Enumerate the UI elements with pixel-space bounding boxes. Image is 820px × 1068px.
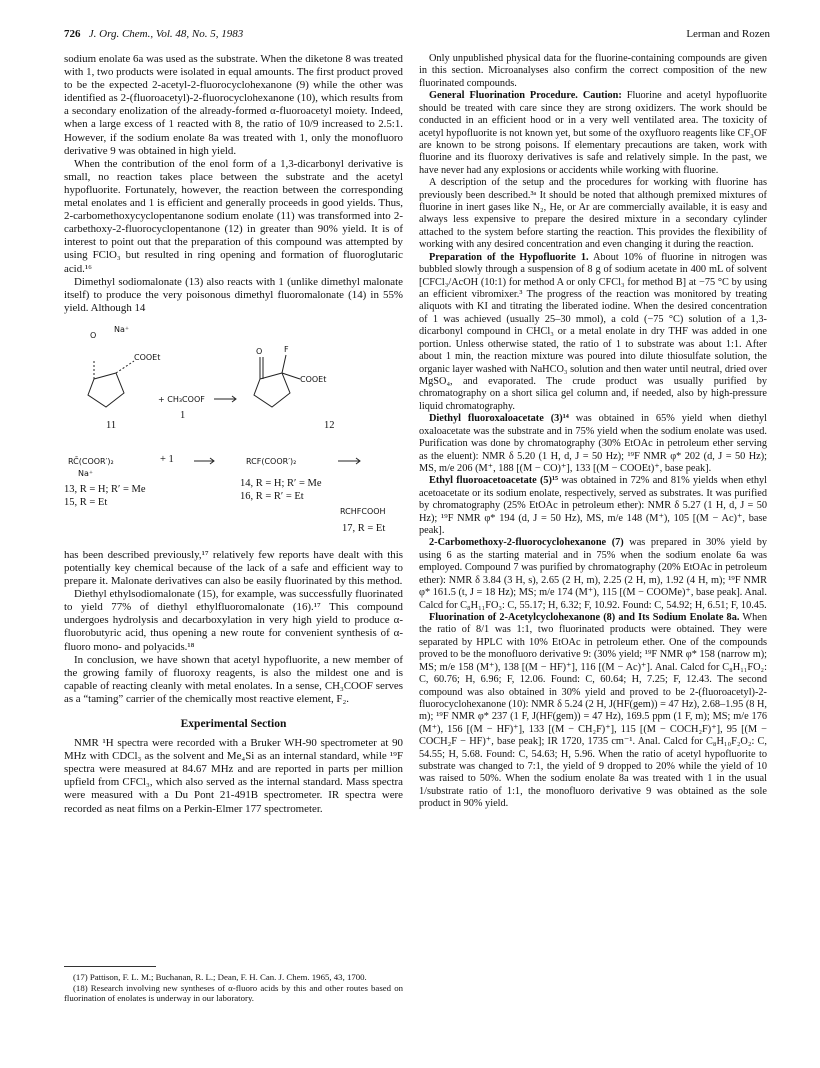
reaction-scheme [64, 321, 403, 543]
paragraph-text: Fluorine and acetyl hypofluorite should be treated with care since they are strong oxidizers. The work should be conducted in an efficient hood or in a very well ventilated area. The toxicity of acetyl hypofluorite is not known yet, but some of the oxyfluoro reagents like CF₃OF are known to be strong poisons. If elementary precautions are taken, work with fluorine and its fluoroxy derivatives is safe and relatively simple. In the past, we have never had any explosions or accidents while working with fluorine. [419, 90, 767, 176]
malonate-product: RCF(COOR′)₂ [246, 456, 297, 466]
run-in-heading: 2-Carbomethoxy-2-fluorocyclohexanone (7) [429, 537, 624, 549]
footnotes [64, 966, 403, 1004]
label-cooet-12: COOEt [300, 374, 327, 384]
paragraph-text: was obtained in 72% and 81% yields when ethyl acetoacetate or its sodium enolate, respectively, served as substrates. It was purified by chromatography (25% EtOAc in petroleum ether): NMR δ 5.27 (1 H, d, J = 50 Hz); ¹⁹F NMR φ* 194 (d, J = 50 Hz), MS, m/e 148 (M⁺), 105 [(M − Ac)⁺, base peak]. [419, 475, 767, 537]
plus-one: + 1 [160, 453, 174, 465]
line-17: 17, R = Et [342, 522, 386, 534]
label-f-12: F [284, 344, 289, 354]
page-header [64, 28, 770, 42]
paragraph: When the contribution of the enol form of a 1,3-dicarbonyl derivative is small, no reaction takes place between the substrate and the acetyl hypofluorite. Fortunately, however, the reaction between the corresponding metal enolates and 1 is efficient and generally proceeds in good yields. Thus, 2-carbomethoxycyclopentanone sodium enolate (11) was transformed into 2-carbethoxy-2-fluorocyclopentanone (12) in greater than 90% yield. It is of interest to point out that the preparation of this compound was attempted by using FClO₃ but resulted in ring opening and formation of fluoroglutaric acid.¹⁶ [64, 157, 403, 275]
header-left [64, 28, 243, 40]
paragraph [419, 252, 767, 413]
label-o-12: O [256, 346, 263, 356]
bond-12-ester [282, 373, 300, 379]
label-na-plus: Na⁺ [114, 324, 130, 334]
paragraph: has been described previously,¹⁷ relatively few reports have dealt with this potentially key chemical because of the lack of a safe and efficient way to prepare it. Malonate derivatives can also be easily fluorinated by this method. [64, 548, 403, 588]
paragraph [419, 537, 767, 612]
run-in-heading: Preparation of the Hypofluorite 1. [429, 251, 589, 263]
paragraph-text: was prepared in 30% yield by using 6 as the starting material and in 75% when the sodium enolate 6a was employed. Compound 7 was purified by chromatography (20% EtOAc in petroleum ether): NMR δ 3.84 (3 H, s), 2.65 (2 H, m), 2.25 (2 H, m), 1.92 (4 H, m); ¹⁹F NMR φ* 161.5 (t, J = 18 Hz); MS; m/e 174 (M⁺), 115 [(M − COOMe)⁺, base peak]. Anal. Calcd for C₈H₁₁FO₃: C, 55.17; H, 6.32; F, 10.92. Found: C, 54.92; H, 6.51; F, 10.45. [419, 537, 767, 611]
line-16: 16, R = R′ = Et [240, 490, 304, 502]
section-title: Experimental Section [180, 718, 287, 730]
paragraph: sodium enolate 6a was used as the substrate. When the diketone 8 was treated with 1, two products were isolated in equal amounts. The first product proved to be the expected 2-acetyl-2-fluorocyclohexanone (9) while the other was identified as 2-(fluoroacetyl)-2-fluorocyclohexanone (10), which results from a secondary enolization of the already-formed α-fluoroacetyl moiety. Indeed, when a large excess of 1 reacted with 8, the ratio of 10/9 increased to 2.5:1. However, if the sodium enolate 8a was treated with 1, only the monofluoro derivative 9 was obtained in high yield. [64, 53, 403, 157]
footnote-18: (18) Research involving new syntheses of α-fluoro acids by this and other routes based on fluorination of enolates is underway in our laboratory. [64, 982, 403, 1004]
paragraph: Dimethyl sodiomalonate (13) also reacts with 1 (unlike dimethyl malonate itself) to produce the very poisonous dimethyl fluoromalonate (14) in 55% yield. Although 14 [64, 275, 403, 314]
footnote-rule [64, 966, 156, 967]
malonate-na: Na⁺ [78, 468, 94, 478]
left-column [64, 53, 403, 816]
paragraph: A description of the setup and the procedures for working with fluorine has previously been described.³ᵃ It should be noted that although premixed mixtures of fluorine in inert gases like N₂, He, or Ar are commercially available, it is easy and always less expensive to prepare the desired mixture in a secondary cylinder attached to the system before starting the reaction. This provides the flexibility of working with any desired concentration and even changing it during the reaction. [419, 177, 767, 251]
ring-12 [254, 373, 290, 407]
paragraph [419, 413, 767, 475]
run-in-heading: Ethyl fluoroacetoacetate (5)¹⁵ [429, 475, 559, 487]
line-15: 15, R = Et [64, 496, 108, 508]
label-cooet-11: COOEt [134, 352, 161, 362]
paragraph: In conclusion, we have shown that acetyl hypofluorite, a new member of the growing family of fluoroxy reagents, is also the mildest one and is capable of reacting cleanly with metal enolates. In a sense, CH₃COOF serves as a “taming” carrier of the chemically most reactive element, F₂. [64, 653, 403, 705]
acid-formula: RCHFCOOH [340, 506, 386, 516]
paragraph: NMR ¹H spectra were recorded with a Bruker WH-90 spectrometer at 90 MHz with CDCl₃ as the solvent and Me₄Si as an internal standard, while ¹⁹F spectra were measured at 84.67 MHz and are reported in parts per million upfield from CFCl₃, which also served as the internal standard. Mass spectra were measured with a Du Pont 21-491B spectrometer. IR spectra were recorded as neat films on a Perkin-Elmer 177 spectrometer. [64, 737, 403, 815]
line-13: 13, R = H; R′ = Me [64, 483, 146, 495]
paragraph-text: When the ratio of 8/1 was 1:1, two fluorinated products were obtained. They were separated by HPLC with 10% EtOAc in petroleum ether. One of the compounds proved to be the monofluoro derivative 9: (30% yield; ¹⁹F NMR φ* 158 (narrow m); MS; m/e 158 (M⁺), 138 [(M − HF)⁺], 116 [(M − Ac)⁺]. Anal. Calcd for C₈H₁₁FO₂: C, 60.76; H, 6.96; F, 12.06. Found: C, 60.64; H, 7.25; F, 12.43. The second compound was also obtained in 30% yield and proved to be 2-(fluoroacetyl)-2-fluorocyclohexanone (10): NMR δ 5.24 (2 H, J(HF(gem)) = 47 Hz), 2.68–1.95 (8 H, m); ¹⁹F NMR φ* 237 (1 F, J(HF(gem)) = 47 Hz), 169.5 ppm (1 F, m); MS; m/e 176 (M⁺), 156 [(M − HF)⁺], 133 [(M − CH₂F)⁺], 115 [(M − COCH₂F)⁺], 95 [(M − COCH₂F − HF)⁺, base peak]; IR 1720, 1735 cm⁻¹. Anal. Calcd for C₈H₁₀F₂O₂: C, 54.55; H, 5.68. Found: C, 54.63; H, 5.96. When the ratio of acetyl hypofluorite to substrate was changed to 7:1, the yield of 9 dropped to 20% while the yield of 10 was raised to 50%. When the sodium enolate 8a was treated with 1 in the usual 1/substrate ratio of 1:1, the monofluoro derivative 9 was obtained as the sole product in 90% yield. [419, 611, 767, 810]
malonate-reactant: RC̄(COOR′)₂ [68, 456, 114, 466]
bond-11-ester [116, 361, 134, 373]
run-in-heading: General Fluorination Procedure. Caution: [429, 90, 622, 102]
journal-citation: J. Org. Chem., Vol. 48, No. 5, 1983 [88, 28, 244, 40]
paragraph: Only unpublished physical data for the fluorine-containing compounds are given in this section. Microanalyses also confirm the correct composition of the new fluorinated compounds. [419, 53, 767, 89]
compound-12-label: 12 [324, 419, 335, 431]
paragraph [419, 612, 767, 811]
label-o: O [90, 330, 97, 340]
page-number: 726 [64, 28, 81, 40]
paragraph [419, 475, 767, 537]
paragraph-text: About 10% of fluorine in nitrogen was bubbled slowly through a suspension of 8 g of sodium acetate in 400 mL of solvent [CFCl₃/AcOH (10:1) for method A or only CFCl₃ for method B] at −75 °C by using an efficient vibromixer.³ The progress of the reaction was monitored by treating aliquots with KI and titrating the liberated iodine. When the desired concentration of 1 was achieved (usually 25–30 mmol), a cold (−75 °C) solution of a 1,3-dicarbonyl compound in CHCl₃ or a metal enolate in dry THF was added in one portion. Unless otherwise stated, the ratio of 1 to substrate was about 1:1. After about 1 min, the reaction mixture was poured into dilute thiosulfate solution, the organic layer washed with NaHCO₃ solution and then water until neutral, dried over MgSO₄, and evaporated. The crude product was usually purified by chromatography on a short silica gel column and, if needed, also by high-pressure liquid chromatography. [419, 251, 767, 412]
paragraph-text: was obtained in 65% yield when diethyl oxaloacetate was the substrate and in 75% yield when the sodium enolate was used. Purification was done by chromatography (30% EtOAc in petroleum ether serving as the eluent): NMR δ 5.20 (1 H, d, J = 50 Hz); ¹⁹F NMR φ* 202 (d, J = 50 Hz); MS, m/e 206 (M⁺, 188 [(M − CO)⁺], 133 [(M − COOEt)⁺, base peak]. [419, 413, 767, 474]
run-in-heading: Diethyl fluoroxaloacetate (3)¹⁴ [429, 413, 569, 425]
compound-11-label: 11 [106, 419, 117, 431]
reagent-number: 1 [180, 409, 186, 421]
line-14: 14, R = H; R′ = Me [240, 477, 322, 489]
paragraph [419, 90, 767, 177]
paragraph: Diethyl ethylsodiomalonate (15), for example, was successfully fluorinated to yield 77% of diethyl ethylfluoromalonate (16).¹⁷ This compound undergoes hydrolysis and decarboxylation in very high yield to produce α-fluorobutyric acid, thus opening a new route for convenient synthesis of α-fluoro mono- and polyacids.¹⁸ [64, 588, 403, 653]
right-column [419, 53, 767, 811]
footnote-17: (17) Pattison, F. L. M.; Buchanan, R. L.; Dean, F. H. Can. J. Chem. 1965, 43, 1700. [73, 972, 367, 982]
bond-12-f [282, 355, 286, 373]
run-in-heading: Fluorination of 2-Acetylcyclohexanone (8) and Its Sodium Enolate 8a. [429, 611, 740, 623]
ring-11 [88, 373, 124, 407]
reagent-text: + CH₃COOF [158, 394, 205, 404]
running-head-authors: Lerman and Rozen [686, 28, 770, 40]
